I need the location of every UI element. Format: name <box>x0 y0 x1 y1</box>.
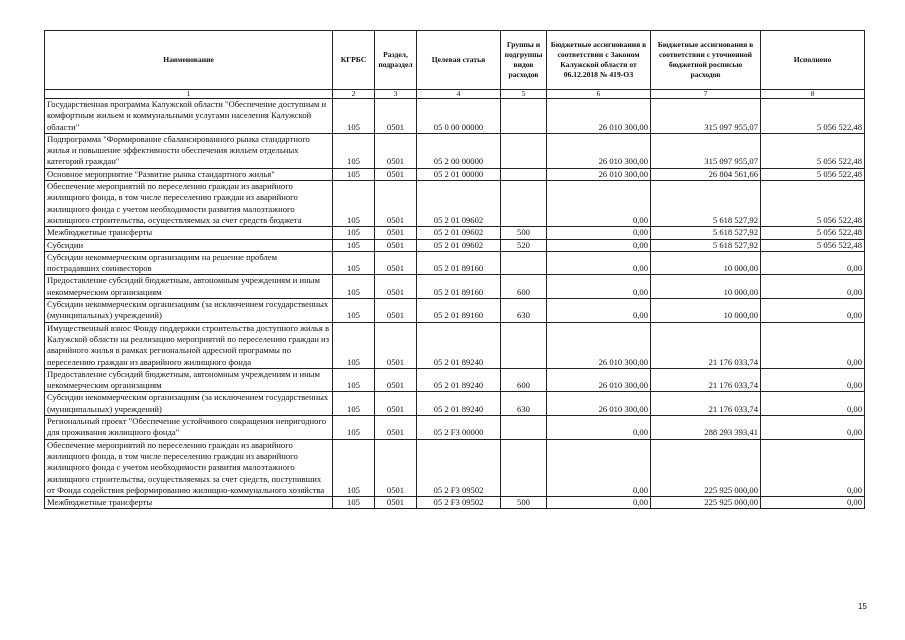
cell-refined: 315 097 955,07 <box>651 133 761 168</box>
cell-law: 26 010 300,00 <box>547 368 651 392</box>
table-row <box>45 99 865 134</box>
cell-name: Межбюджетные трансферты <box>45 227 333 239</box>
cell-kgrbs: 105 <box>333 168 375 180</box>
cell-done: 0,00 <box>761 497 865 509</box>
column-number: 8 <box>761 90 865 99</box>
cell-group <box>501 99 547 134</box>
cell-done: 5 056 522,48 <box>761 239 865 251</box>
cell-group <box>501 181 547 227</box>
cell-law: 26 010 300,00 <box>547 99 651 134</box>
cell-name: Субсидии некоммерческим организациям (за исключением государственных (муниципальных) учреждений) <box>45 299 333 323</box>
cell-name: Субсидии <box>45 239 333 251</box>
header-row <box>45 31 865 90</box>
page-number: 15 <box>858 602 867 611</box>
cell-done: 5 056 522,48 <box>761 181 865 227</box>
column-number: 4 <box>417 90 501 99</box>
cell-group: 520 <box>501 239 547 251</box>
cell-refined: 5 618 527,92 <box>651 239 761 251</box>
cell-kgrbs: 105 <box>333 416 375 440</box>
cell-done: 0,00 <box>761 275 865 299</box>
table-row <box>45 239 865 251</box>
cell-kgrbs: 105 <box>333 299 375 323</box>
cell-done: 5 056 522,48 <box>761 227 865 239</box>
cell-law: 0,00 <box>547 239 651 251</box>
cell-section: 0501 <box>375 368 417 392</box>
table-row <box>45 227 865 239</box>
cell-section: 0501 <box>375 439 417 496</box>
cell-refined: 21 176 033,74 <box>651 392 761 416</box>
cell-kgrbs: 105 <box>333 239 375 251</box>
cell-section: 0501 <box>375 99 417 134</box>
column-number: 5 <box>501 90 547 99</box>
cell-done: 5 056 522,48 <box>761 168 865 180</box>
cell-section: 0501 <box>375 251 417 275</box>
cell-target: 05 2 01 89240 <box>417 368 501 392</box>
cell-name: Подпрограмма "Формирование сбалансированного рынка стандартного жилья и повышение эффективности обеспечения жильем отдельных категорий граждан" <box>45 133 333 168</box>
cell-name: Субсидии некоммерческим организациям на решение проблем пострадавших соинвесторов <box>45 251 333 275</box>
cell-kgrbs: 105 <box>333 392 375 416</box>
header-groups: Группы и подгруппы видов расходов <box>501 31 547 90</box>
cell-refined: 225 925 000,00 <box>651 439 761 496</box>
cell-law: 26 010 300,00 <box>547 168 651 180</box>
cell-section: 0501 <box>375 299 417 323</box>
cell-law: 0,00 <box>547 497 651 509</box>
table-row <box>45 251 865 275</box>
cell-section: 0501 <box>375 133 417 168</box>
table-row <box>45 181 865 227</box>
cell-name: Межбюджетные трансферты <box>45 497 333 509</box>
cell-kgrbs: 105 <box>333 99 375 134</box>
cell-refined: 5 618 527,92 <box>651 227 761 239</box>
cell-refined: 315 097 955,07 <box>651 99 761 134</box>
cell-name: Предоставление субсидий бюджетным, автономным учреждениям и иным некоммерческим организациям <box>45 275 333 299</box>
column-number: 1 <box>45 90 333 99</box>
cell-done: 0,00 <box>761 299 865 323</box>
cell-refined: 225 925 000,00 <box>651 497 761 509</box>
cell-name: Обеспечение мероприятий по переселению граждан из аварийного жилищного фонда, в том числе переселению граждан из аварийного жилищного фонда с учетом необходимости развития малоэтажного жилищного строительства, осуществляемых за счет средств бюджета <box>45 181 333 227</box>
cell-group: 500 <box>501 227 547 239</box>
cell-law: 0,00 <box>547 299 651 323</box>
cell-target: 05 2 F3 09502 <box>417 439 501 496</box>
cell-target: 05 2 01 09602 <box>417 227 501 239</box>
cell-name: Предоставление субсидий бюджетным, автономным учреждениям и иным некоммерческим организациям <box>45 368 333 392</box>
cell-done: 0,00 <box>761 322 865 368</box>
cell-refined: 288 293 393,41 <box>651 416 761 440</box>
cell-kgrbs: 105 <box>333 439 375 496</box>
header-name: Наименование <box>45 31 333 90</box>
cell-group: 600 <box>501 368 547 392</box>
column-number: 7 <box>651 90 761 99</box>
cell-law: 0,00 <box>547 416 651 440</box>
cell-kgrbs: 105 <box>333 368 375 392</box>
table-row <box>45 416 865 440</box>
table-row <box>45 392 865 416</box>
cell-kgrbs: 105 <box>333 497 375 509</box>
table-row <box>45 368 865 392</box>
cell-target: 05 2 01 89240 <box>417 322 501 368</box>
cell-target: 05 2 F3 00000 <box>417 416 501 440</box>
cell-done: 5 056 522,48 <box>761 133 865 168</box>
cell-refined: 21 176 033,74 <box>651 322 761 368</box>
cell-section: 0501 <box>375 275 417 299</box>
cell-kgrbs: 105 <box>333 275 375 299</box>
cell-kgrbs: 105 <box>333 227 375 239</box>
cell-section: 0501 <box>375 227 417 239</box>
cell-section: 0501 <box>375 168 417 180</box>
table-row <box>45 439 865 496</box>
table-row <box>45 322 865 368</box>
cell-law: 0,00 <box>547 251 651 275</box>
cell-name: Государственная программа Калужской области "Обеспечение доступным и комфортным жильем и коммунальными услугами населения Калужской области" <box>45 99 333 134</box>
cell-done: 0,00 <box>761 392 865 416</box>
cell-law: 26 010 300,00 <box>547 322 651 368</box>
column-number: 3 <box>375 90 417 99</box>
table-row <box>45 299 865 323</box>
cell-kgrbs: 105 <box>333 133 375 168</box>
cell-section: 0501 <box>375 497 417 509</box>
cell-refined: 21 176 033,74 <box>651 368 761 392</box>
column-number: 6 <box>547 90 651 99</box>
cell-kgrbs: 105 <box>333 322 375 368</box>
cell-group <box>501 168 547 180</box>
header-refined: Бюджетные ассигнования в соответствии с уточненной бюджетной росписью расходов <box>651 31 761 90</box>
cell-done: 5 056 522,48 <box>761 99 865 134</box>
cell-group <box>501 133 547 168</box>
cell-law: 26 010 300,00 <box>547 133 651 168</box>
column-number-row <box>45 90 865 99</box>
budget-table <box>44 30 865 509</box>
table-row <box>45 168 865 180</box>
cell-target: 05 2 01 00000 <box>417 168 501 180</box>
cell-name: Субсидии некоммерческим организациям (за исключением государственных (муниципальных) учреждений) <box>45 392 333 416</box>
cell-kgrbs: 105 <box>333 181 375 227</box>
table-row <box>45 275 865 299</box>
cell-group: 500 <box>501 497 547 509</box>
cell-target: 05 2 01 09602 <box>417 181 501 227</box>
cell-target: 05 0 00 00000 <box>417 99 501 134</box>
cell-done: 0,00 <box>761 251 865 275</box>
cell-kgrbs: 105 <box>333 251 375 275</box>
cell-section: 0501 <box>375 181 417 227</box>
cell-law: 0,00 <box>547 181 651 227</box>
cell-group: 630 <box>501 392 547 416</box>
cell-section: 0501 <box>375 416 417 440</box>
table-body <box>45 99 865 509</box>
cell-target: 05 2 01 89240 <box>417 392 501 416</box>
cell-target: 05 2 01 09602 <box>417 239 501 251</box>
cell-target: 05 2 01 89160 <box>417 299 501 323</box>
cell-law: 26 010 300,00 <box>547 392 651 416</box>
cell-law: 0,00 <box>547 275 651 299</box>
cell-done: 0,00 <box>761 439 865 496</box>
cell-done: 0,00 <box>761 368 865 392</box>
cell-group: 600 <box>501 275 547 299</box>
cell-section: 0501 <box>375 392 417 416</box>
cell-name: Имущественный взнос Фонду поддержки строительства доступного жилья в Калужской области на реализацию мероприятий по переселению граждан из аварийного жилья в рамках региональной адресной программы по переселению граждан из аварийного жилищного фонда <box>45 322 333 368</box>
cell-group <box>501 251 547 275</box>
cell-group <box>501 416 547 440</box>
cell-target: 05 2 01 89160 <box>417 275 501 299</box>
cell-name: Обеспечение мероприятий по переселению граждан из аварийного жилищного фонда, в том числе переселению граждан из аварийного жилищного фонда с учетом необходимости развития малоэтажного жилищного строительства, осуществляемых за счет средств, поступивших от Фонда содействия реформированию жилищно-коммунального хозяйства <box>45 439 333 496</box>
header-kgrbs: КГРБС <box>333 31 375 90</box>
cell-group: 630 <box>501 299 547 323</box>
cell-target: 05 2 01 89160 <box>417 251 501 275</box>
header-law: Бюджетные ассигнования в соответствии с Законом Калужской области от 06.12.2018 № 419-ОЗ <box>547 31 651 90</box>
column-number: 2 <box>333 90 375 99</box>
cell-law: 0,00 <box>547 439 651 496</box>
cell-name: Основное мероприятие "Развитие рынка стандартного жилья" <box>45 168 333 180</box>
cell-section: 0501 <box>375 239 417 251</box>
cell-refined: 5 618 527,92 <box>651 181 761 227</box>
cell-done: 0,00 <box>761 416 865 440</box>
cell-law: 0,00 <box>547 227 651 239</box>
cell-refined: 10 000,00 <box>651 299 761 323</box>
cell-section: 0501 <box>375 322 417 368</box>
cell-refined: 26 804 561,66 <box>651 168 761 180</box>
cell-name: Региональный проект "Обеспечение устойчивого сокращения непригодного для проживания жилищного фонда" <box>45 416 333 440</box>
cell-refined: 10 000,00 <box>651 275 761 299</box>
header-target: Целевая статья <box>417 31 501 90</box>
cell-refined: 10 000,00 <box>651 251 761 275</box>
cell-target: 05 2 00 00000 <box>417 133 501 168</box>
header-section: Раздел, подраздел <box>375 31 417 90</box>
table-row <box>45 133 865 168</box>
cell-group <box>501 439 547 496</box>
cell-group <box>501 322 547 368</box>
header-done: Исполнено <box>761 31 865 90</box>
cell-target: 05 2 F3 09502 <box>417 497 501 509</box>
table-row <box>45 497 865 509</box>
